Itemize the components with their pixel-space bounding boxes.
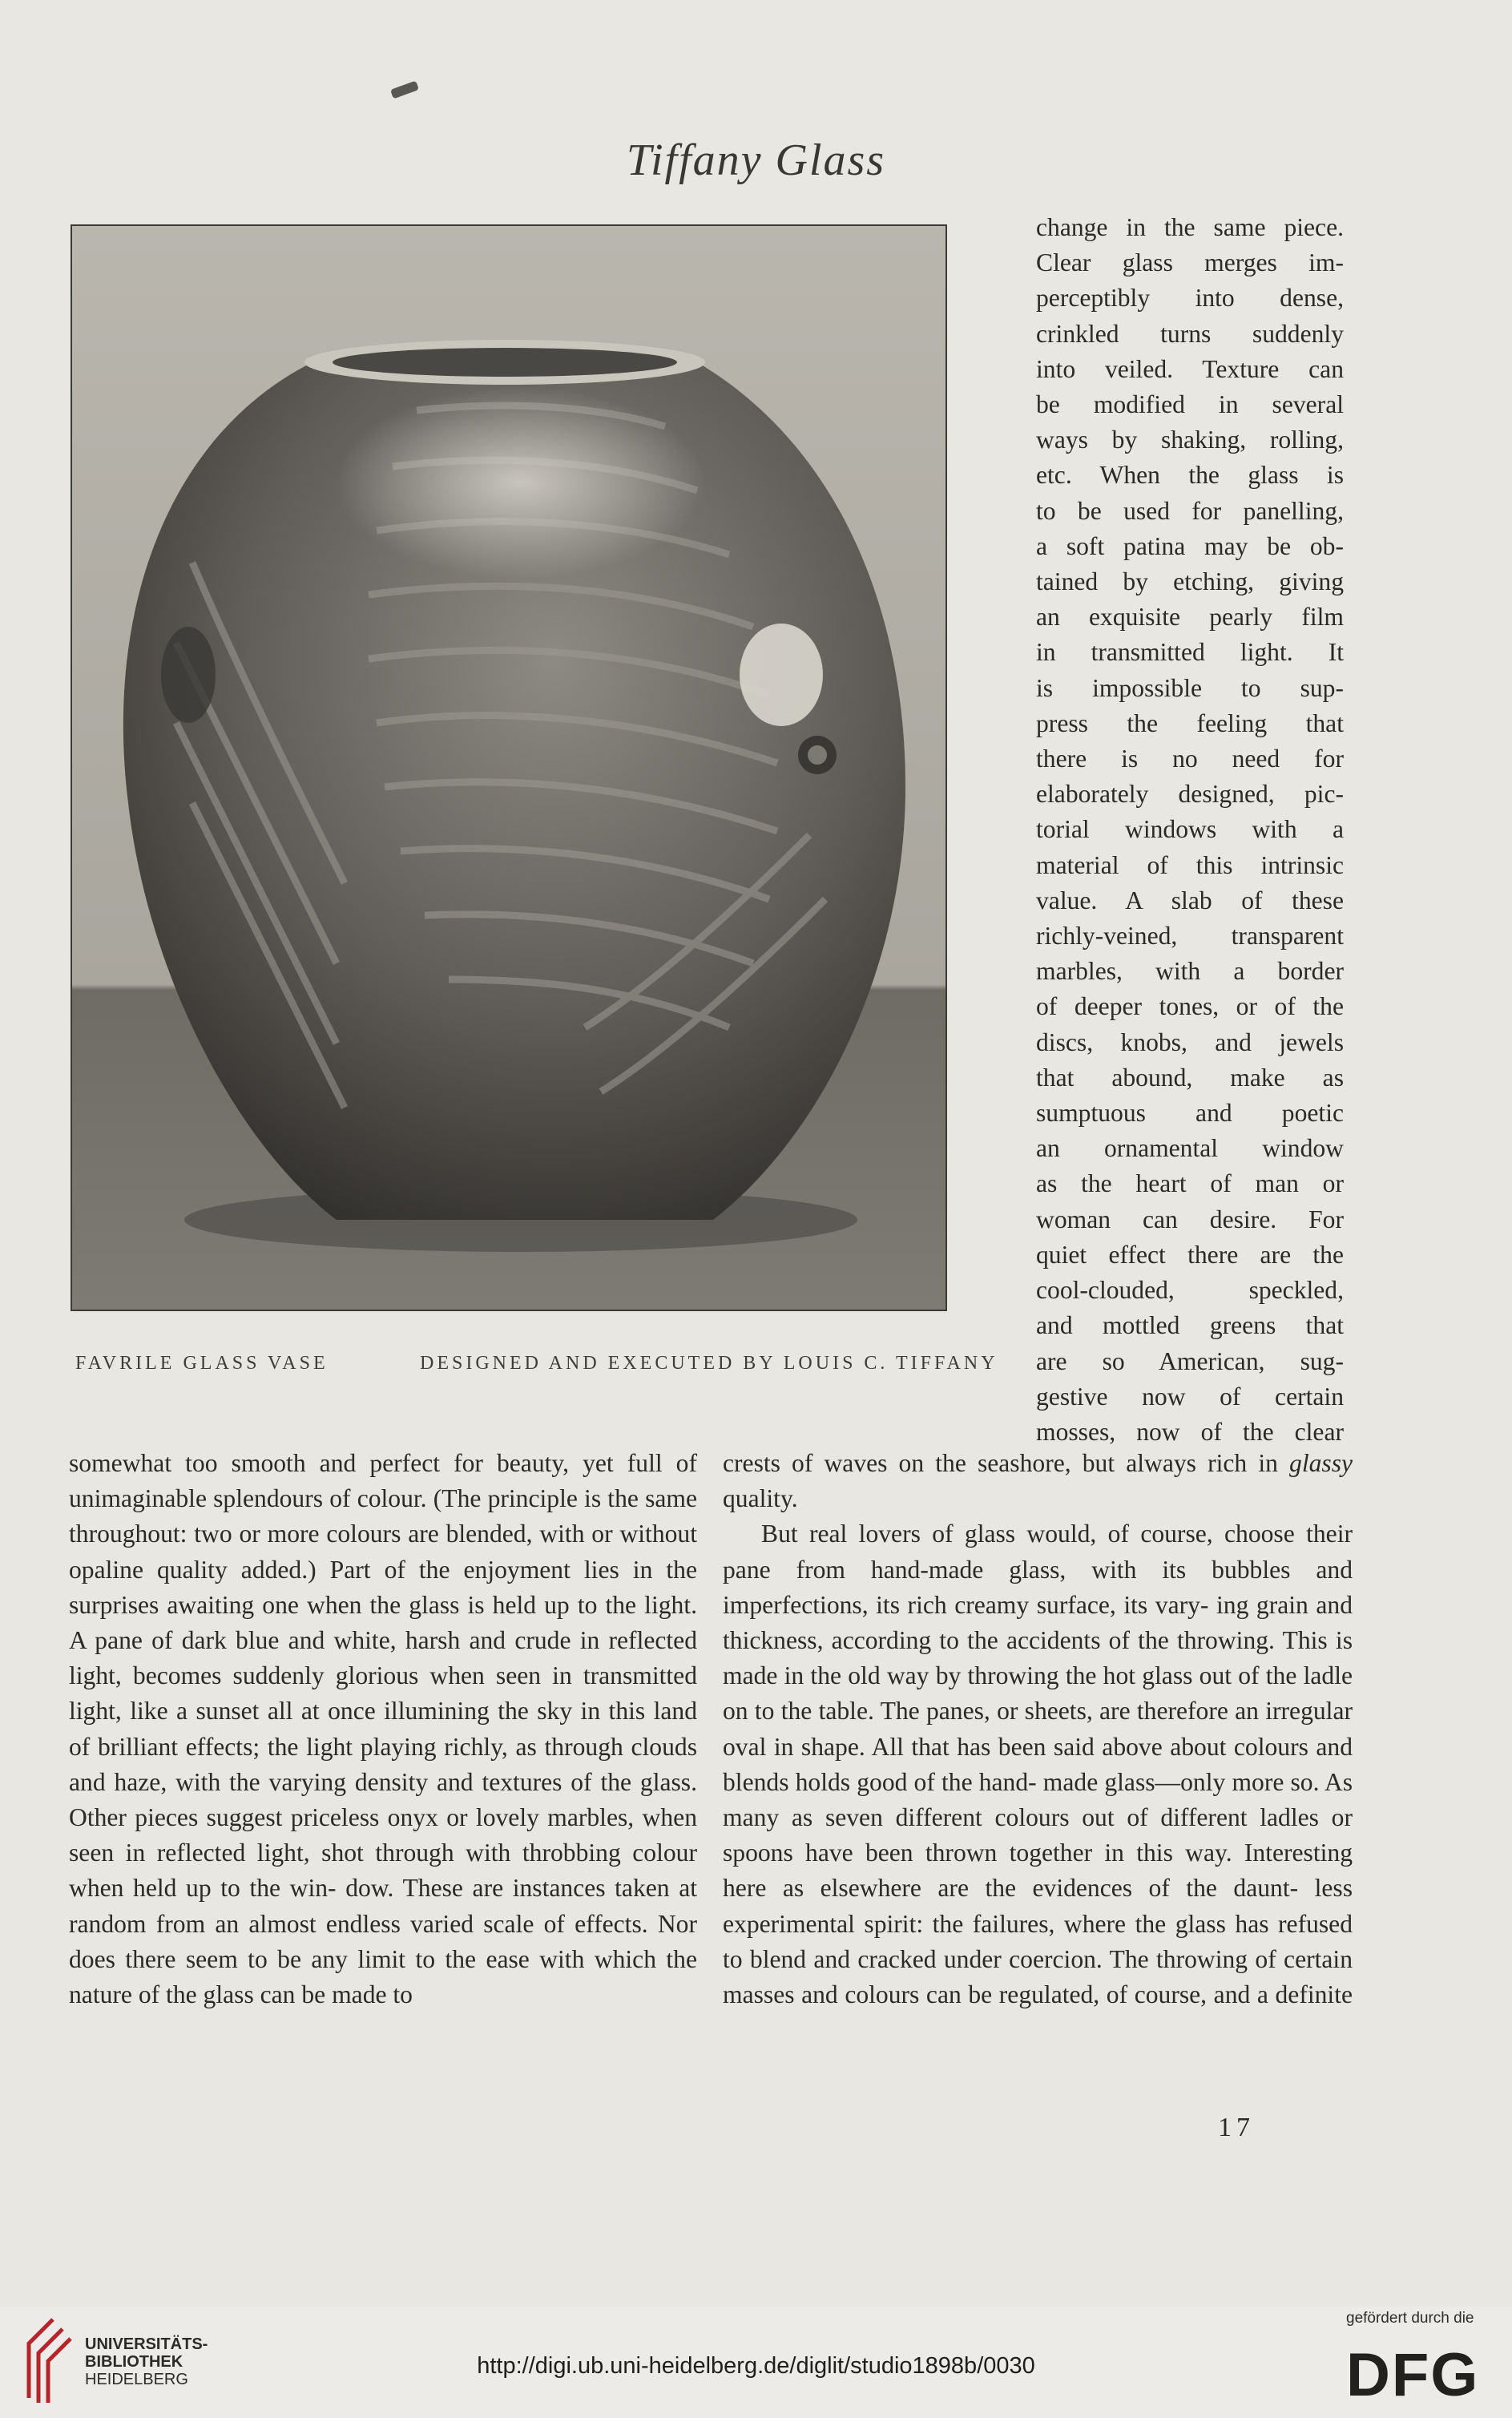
right-column-paragraph-1 [723, 1446, 1353, 1516]
wrap-line: cool-clouded, speckled, [1036, 1276, 1344, 1305]
p2-text: But real lovers of glass would, of course, choose their pane from hand-made glass, with its bubbles and imperfections, its rich creamy surface, its vary- ing grain and thickness, according to the accidents of the throwing. This is made in the old way by throwing the hot glass out of the ladle on to the table. The panes, or sheets, are therefore an irregular oval in shape. All that has been said above about colours and blends holds good of the hand- made glass—only more so. As many as seven different colours out of different ladles or spoons have been thrown together in this way. Interesting here as elsewhere are the evidences of the daunt- less experimental spirit: the failures, where the glass has refused to blend and cracked under coercion. The throwing of certain masses and colours can be regulated, of course, and a definite [723, 1520, 1353, 2009]
running-header: Tiffany Glass [626, 135, 886, 185]
wrap-line: crinkled turns suddenly [1036, 319, 1344, 348]
wrap-line: quiet effect there are the [1036, 1240, 1344, 1269]
figure-caption-title: FAVRILE GLASS VASE [75, 1353, 329, 1374]
figure-caption-credit: DESIGNED AND EXECUTED BY LOUIS C. TIFFANY [420, 1353, 998, 1374]
wrap-line: woman can desire. For [1036, 1205, 1344, 1233]
funding-note: gefördert durch die [1346, 2310, 1474, 2327]
wrap-line: richly-veined, transparent [1036, 922, 1344, 951]
wrap-line: marbles, with a border [1036, 957, 1344, 986]
wrap-line: of deeper tones, or of the [1036, 992, 1344, 1021]
right-column [723, 1446, 1353, 2012]
page-number: 17 [1218, 2113, 1255, 2142]
wrap-line: that abound, make as [1036, 1063, 1344, 1092]
wrap-line: ways by shaking, rolling, [1036, 426, 1344, 454]
wrap-line: sumptuous and poetic [1036, 1099, 1344, 1128]
wrap-line: tained by etching, giving [1036, 567, 1344, 596]
wrap-line: to be used for panelling, [1036, 496, 1344, 525]
library-line-3: HEIDELBERG [85, 2371, 188, 2388]
ink-mark [390, 81, 419, 99]
wrap-line: be modified in several [1036, 390, 1344, 419]
wrap-line: gestive now of certain [1036, 1382, 1344, 1411]
permalink-url[interactable]: http://digi.ub.uni-heidelberg.de/diglit/studio1898b/0030 [477, 2353, 1035, 2379]
wrap-line: a soft patina may be ob- [1036, 531, 1344, 560]
p1-text-a: crests of waves on the seashore, but always rich in [723, 1449, 1278, 1477]
right-column-paragraph-2 [723, 1516, 1353, 2012]
wrap-line: discs, knobs, and jewels [1036, 1027, 1344, 1056]
wrap-line: in transmitted light. It [1036, 638, 1344, 667]
vase-illustration [72, 226, 946, 1310]
wrap-line: is impossible to sup- [1036, 673, 1344, 702]
wrap-line: change in the same piece. [1036, 213, 1344, 241]
p1-text-b: quality. [723, 1484, 798, 1513]
left-column-paragraph: somewhat too smooth and perfect for beauty, yet full of unimaginable splendours of colour. (The principle is the same throughout: two or more colours are blended, with or without opaline quality added.) Part of the enjoyment lies in the surprises awaiting one when the glass is held up to the light. A pane of dark blue and white, harsh and crude in reflected light, becomes suddenly glorious when seen in transmitted light, like a sunset all at once illumining the sky in this land of brilliant effects; the light playing richly, as through clouds and haze, with the varying density and textures of the glass. Other pieces suggest priceless onyx or lovely marbles, when seen in reflected light, shot through with throbbing colour when held up to the win- dow. These are instances taken at random from an almost endless varied scale of effects. Nor does there seem to be any limit to the ease with which the nature of the glass can be made to [69, 1449, 697, 2009]
wrap-line: into veiled. Texture can [1036, 354, 1344, 383]
wrap-line: an ornamental window [1036, 1134, 1344, 1163]
wrapped-column [1036, 210, 1344, 1450]
wrap-line: as the heart of man or [1036, 1169, 1344, 1198]
wrap-line: are so American, sug- [1036, 1346, 1344, 1375]
wrap-line: Clear glass merges im- [1036, 248, 1344, 277]
wrap-line: elaborately designed, pic- [1036, 780, 1344, 809]
wrap-line: there is no need for [1036, 745, 1344, 773]
wrap-line: an exquisite pearly film [1036, 603, 1344, 632]
library-line-2: BIBLIOTHEK [85, 2353, 183, 2371]
wrap-line: perceptibly into dense, [1036, 284, 1344, 313]
wrap-line: mosses, now of the clear [1036, 1417, 1344, 1446]
wrap-line: torial windows with a [1036, 815, 1344, 844]
wrap-line: material of this intrinsic [1036, 850, 1344, 879]
wrap-line: etc. When the glass is [1036, 461, 1344, 490]
library-line-1: UNIVERSITÄTS- [85, 2335, 208, 2353]
vase-photograph [71, 224, 947, 1311]
wrap-line: value. A slab of these [1036, 886, 1344, 914]
wrap-line: press the feeling that [1036, 708, 1344, 737]
dfg-logo: DFG [1346, 2341, 1480, 2409]
wrap-line: and mottled greens that [1036, 1311, 1344, 1340]
p1-italic-word: glassy [1289, 1449, 1353, 1477]
